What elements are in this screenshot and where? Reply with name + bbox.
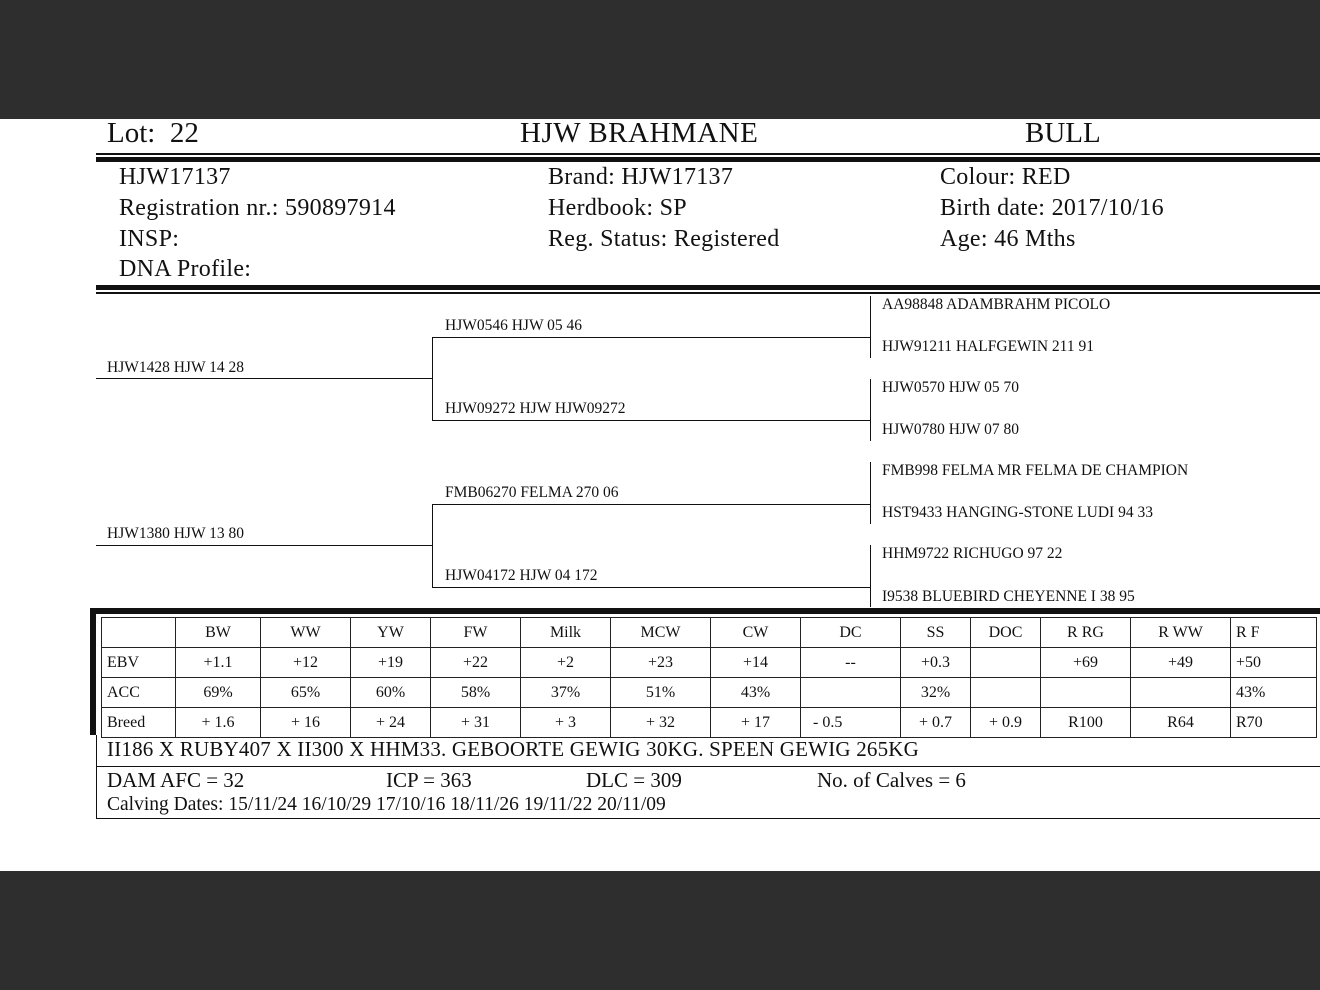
ebv-col-header: SS xyxy=(901,618,971,648)
sire-bracket xyxy=(432,337,433,420)
ggp-name-5: FMB998 FELMA MR FELMA DE CHAMPION xyxy=(882,462,1189,479)
breed-cell: + 17 xyxy=(711,708,801,738)
dam-name: HJW1380 HJW 13 80 xyxy=(107,525,245,542)
dam-calves: No. of Calves = 6 xyxy=(817,768,966,792)
lot-sheet xyxy=(0,119,1320,871)
notes-line: II186 X RUBY407 X II300 X HHM33. GEBOORTE GEWIG 30KG. SPEEN GEWIG 265KG xyxy=(107,737,920,761)
ggp-bracket-4 xyxy=(870,545,871,607)
herdbook-field: Herdbook: SP xyxy=(548,195,687,221)
ggp-bracket-2 xyxy=(870,379,871,441)
sire-sire-line xyxy=(432,337,870,338)
lot-label xyxy=(107,119,199,150)
sire-sire-name: HJW0546 HJW 05 46 xyxy=(445,317,583,334)
acc-cell: 37% xyxy=(521,678,611,708)
ebv-cell: +1.1 xyxy=(176,648,261,678)
ggp-name-8: I9538 BLUEBIRD CHEYENNE I 38 95 xyxy=(882,588,1135,605)
ebv-col-header: YW xyxy=(351,618,431,648)
header-rule-thin xyxy=(96,153,1320,155)
lot-label-text: Lot: xyxy=(107,119,156,149)
ebv-col-header: FW xyxy=(431,618,521,648)
ggp-name-1: AA98848 ADAMBRAHM PICOLO xyxy=(882,296,1111,313)
ebv-top-rule xyxy=(90,608,1320,614)
ebv-col-header: MCW xyxy=(611,618,711,648)
acc-row xyxy=(102,678,1317,708)
birth-date-field: Birth date: 2017/10/16 xyxy=(940,195,1164,221)
ebv-col-header: DC xyxy=(801,618,901,648)
ebv-col-header: DOC xyxy=(971,618,1041,648)
ebv-cell: -- xyxy=(801,648,901,678)
breed-cell: + 0.7 xyxy=(901,708,971,738)
breed-cell: + 1.6 xyxy=(176,708,261,738)
breed-cell: + 0.9 xyxy=(971,708,1041,738)
insp-field: INSP: xyxy=(119,226,180,252)
dam-bracket xyxy=(432,504,433,587)
acc-cell xyxy=(1131,678,1231,708)
ebv-cell xyxy=(971,648,1041,678)
breed-cell: + 16 xyxy=(261,708,351,738)
dam-afc: DAM AFC = 32 xyxy=(107,768,245,792)
breed-cell: + 24 xyxy=(351,708,431,738)
breed-cell: + 3 xyxy=(521,708,611,738)
ggp-bracket-1 xyxy=(870,296,871,358)
breed-cell: + 31 xyxy=(431,708,521,738)
ebv-col-header: R WW xyxy=(1131,618,1231,648)
ebv-cell: +50 xyxy=(1231,648,1317,678)
sire-name: HJW1428 HJW 14 28 xyxy=(107,359,245,376)
ggp-name-6: HST9433 HANGING-STONE LUDI 94 33 xyxy=(882,504,1153,521)
acc-cell: 43% xyxy=(711,678,801,708)
age-field: Age: 46 Mths xyxy=(940,226,1076,252)
ebv-col-header: WW xyxy=(261,618,351,648)
colour-field: Colour: RED xyxy=(940,164,1071,190)
ggp-name-2: HJW91211 HALFGEWIN 211 91 xyxy=(882,338,1094,355)
sire-dam-name: HJW09272 HJW HJW09272 xyxy=(445,400,626,417)
animal-id: HJW17137 xyxy=(119,164,231,190)
ebv-table xyxy=(101,617,1317,738)
details-rule-thin xyxy=(96,292,1320,294)
acc-cell xyxy=(971,678,1041,708)
acc-cell: 32% xyxy=(901,678,971,708)
sex-label: BULL xyxy=(1025,119,1101,149)
ebv-col-blank xyxy=(102,618,176,648)
calving-dates: Calving Dates: 15/11/24 16/10/29 17/10/16 18/11/26 19/11/22 20/11/09 xyxy=(107,794,666,815)
breed-row xyxy=(102,708,1317,738)
dam-sire-name: FMB06270 FELMA 270 06 xyxy=(445,484,619,501)
acc-cell: 60% xyxy=(351,678,431,708)
ebv-cell: +14 xyxy=(711,648,801,678)
sire-line xyxy=(96,378,433,379)
breed-cell: R70 xyxy=(1231,708,1317,738)
footer-left-rule xyxy=(96,735,97,819)
dam-sire-line xyxy=(432,504,870,505)
reg-status-field: Reg. Status: Registered xyxy=(548,226,780,252)
ebv-col-header: BW xyxy=(176,618,261,648)
acc-cell: 69% xyxy=(176,678,261,708)
ggp-name-4: HJW0780 HJW 07 80 xyxy=(882,421,1020,438)
acc-cell: 65% xyxy=(261,678,351,708)
ebv-cell: +69 xyxy=(1041,648,1131,678)
ebv-left-rule xyxy=(90,608,96,735)
animal-name: HJW BRAHMANE xyxy=(520,119,759,149)
dam-dam-name: HJW04172 HJW 04 172 xyxy=(445,567,598,584)
ggp-name-3: HJW0570 HJW 05 70 xyxy=(882,379,1020,396)
ggp-bracket-3 xyxy=(870,462,871,524)
ebv-cell: +0.3 xyxy=(901,648,971,678)
ebv-cell: +19 xyxy=(351,648,431,678)
acc-cell xyxy=(1041,678,1131,708)
registration-number: Registration nr.: 590897914 xyxy=(119,195,396,221)
ebv-col-header: CW xyxy=(711,618,801,648)
dam-dlc: DLC = 309 xyxy=(586,768,682,792)
ebv-row-label: EBV xyxy=(102,648,176,678)
breed-cell: - 0.5 xyxy=(801,708,901,738)
ebv-col-header: R F xyxy=(1231,618,1317,648)
ebv-cell: +22 xyxy=(431,648,521,678)
ebv-cell: +12 xyxy=(261,648,351,678)
ebv-header-row xyxy=(102,618,1317,648)
notes-rule xyxy=(96,766,1320,767)
ggp-name-7: HHM9722 RICHUGO 97 22 xyxy=(882,545,1063,562)
breed-row-label: Breed xyxy=(102,708,176,738)
ebv-row xyxy=(102,648,1317,678)
dna-profile-field: DNA Profile: xyxy=(119,256,252,282)
breed-cell: + 32 xyxy=(611,708,711,738)
details-rule-thick xyxy=(96,285,1320,290)
dam-icp: ICP = 363 xyxy=(386,768,472,792)
lot-number: 22 xyxy=(169,119,199,149)
ebv-cell: +23 xyxy=(611,648,711,678)
brand-field: Brand: HJW17137 xyxy=(548,164,734,190)
breed-cell: R64 xyxy=(1131,708,1231,738)
header-rule-thick xyxy=(96,157,1320,162)
breed-cell: R100 xyxy=(1041,708,1131,738)
acc-row-label: ACC xyxy=(102,678,176,708)
acc-cell: 43% xyxy=(1231,678,1317,708)
bottom-rule xyxy=(96,818,1320,819)
acc-cell: 58% xyxy=(431,678,521,708)
ebv-col-header: Milk xyxy=(521,618,611,648)
acc-cell xyxy=(801,678,901,708)
ebv-cell: +49 xyxy=(1131,648,1231,678)
ebv-cell: +2 xyxy=(521,648,611,678)
sire-dam-line xyxy=(432,420,870,421)
dam-dam-line xyxy=(432,587,870,588)
acc-cell: 51% xyxy=(611,678,711,708)
dam-line xyxy=(96,545,433,546)
ebv-col-header: R RG xyxy=(1041,618,1131,648)
